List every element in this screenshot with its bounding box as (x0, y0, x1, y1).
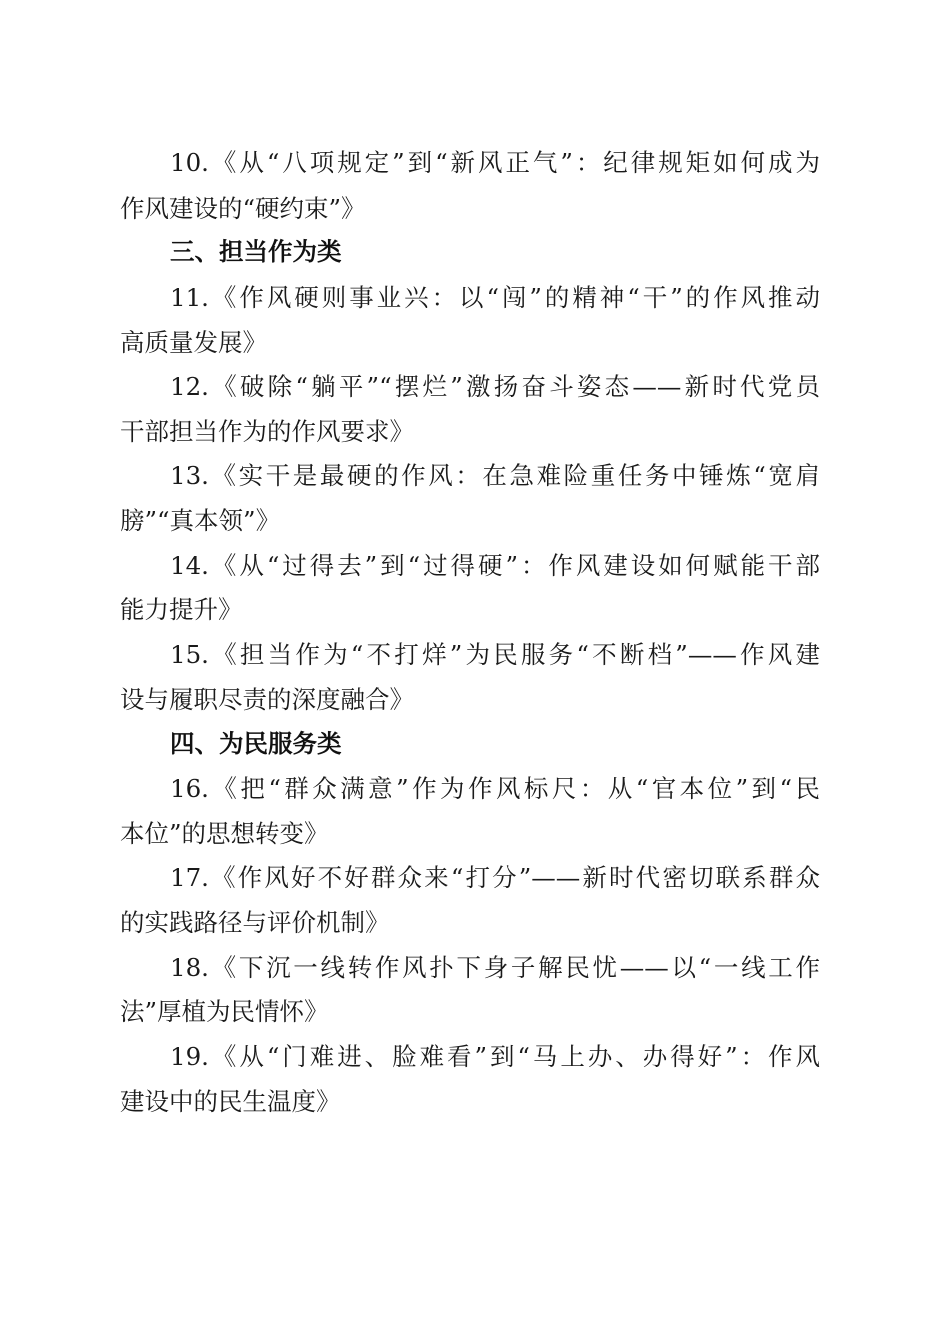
item-18-line-1: 18.《下沉一线转作风扑下身子解民忧——以“一线工作 (170, 953, 820, 982)
item-13-line-2: 膀”“真本领”》 (120, 506, 281, 535)
section-heading-4: 四、为民服务类 (170, 729, 342, 758)
item-10-line-1: 10.《从“八项规定”到“新风正气”：纪律规矩如何成为 (170, 148, 820, 177)
item-10-line-2: 作风建设的“硬约束”》 (120, 194, 366, 223)
item-15-line-1: 15.《担当作为“不打烊”为民服务“不断档”——作风建 (170, 640, 820, 669)
item-13-line-1: 13.《实干是最硬的作风：在急难险重任务中锤炼“宽肩 (170, 461, 820, 490)
item-18-line-2: 法”厚植为民情怀》 (120, 997, 329, 1026)
item-12-line-2: 干部担当作为的作风要求》 (120, 417, 414, 446)
section-heading-3: 三、担当作为类 (170, 237, 342, 266)
item-11-line-2: 高质量发展》 (120, 328, 267, 357)
item-19-line-1: 19.《从“门难进、脸难看”到“马上办、办得好”：作风 (170, 1042, 820, 1071)
item-12-line-1: 12.《破除“躺平”“摆烂”激扬奋斗姿态——新时代党员 (170, 372, 820, 401)
item-14-line-2: 能力提升》 (120, 595, 243, 624)
item-17-line-1: 17.《作风好不好群众来“打分”——新时代密切联系群众 (170, 863, 820, 892)
item-17-line-2: 的实践路径与评价机制》 (120, 908, 390, 937)
item-16-line-2: 本位”的思想转变》 (120, 819, 329, 848)
item-15-line-2: 设与履职尽责的深度融合》 (120, 685, 414, 714)
item-11-line-1: 11.《作风硬则事业兴：以“闯”的精神“干”的作风推动 (170, 283, 820, 312)
item-19-line-2: 建设中的民生温度》 (120, 1087, 341, 1116)
item-16-line-1: 16.《把“群众满意”作为作风标尺：从“官本位”到“民 (170, 774, 820, 803)
item-14-line-1: 14.《从“过得去”到“过得硬”：作风建设如何赋能干部 (170, 551, 820, 580)
